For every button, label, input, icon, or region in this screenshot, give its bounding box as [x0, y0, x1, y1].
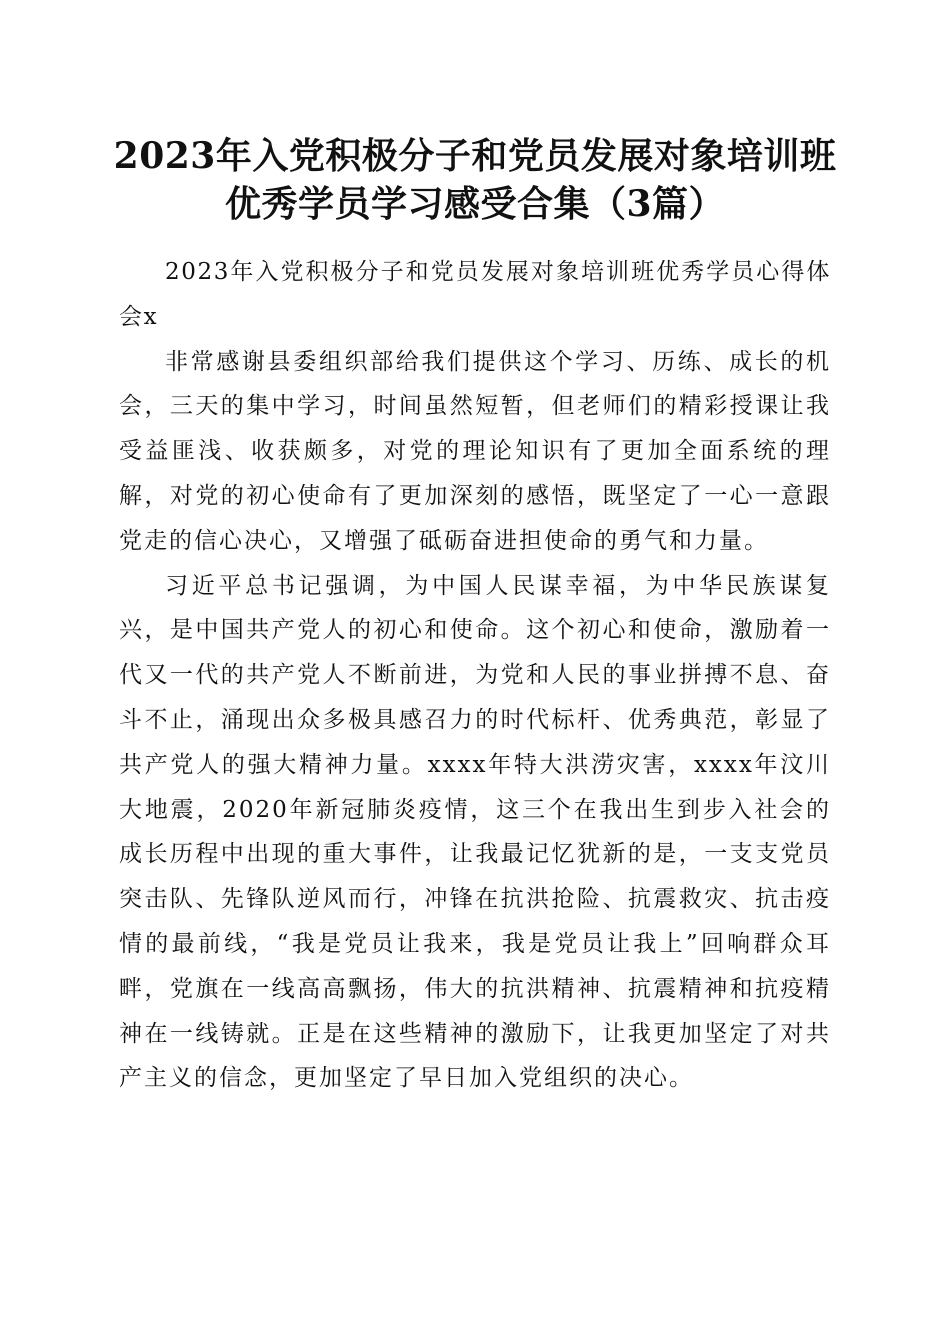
document-body: [119, 250, 831, 1101]
paragraph-subtitle: 2023年入党积极分子和党员发展对象培训班优秀学员心得体会x: [119, 259, 831, 330]
title-line-2: 优秀学员学习感受合集（3篇）: [224, 183, 726, 225]
title-line-1: 2023年入党积极分子和党员发展对象培训班: [113, 135, 837, 177]
paragraph: 习近平总书记强调，为中国人民谋幸福，为中华民族谋复兴，是中国共产党人的初心和使命。这个初心和使命，激励着一代又一代的共产党人不断前进，为党和人民的事业拼搏不息、奋斗不止，涌现出众多极具感召力的时代标杆、优秀典范，彰显了共产党人的强大精神力量。xxxx年特大洪涝灾害，xxxx年汶川大地震，2020年新冠肺炎疫情，这三个在我出生到步入社会的成长历程中出现的重大事件，让我最记忆犹新的是，一支支党员突击队、先锋队逆风而行，冲锋在抗洪抢险、抗震救灾、抗击疫情的最前线，“我是党员让我来，我是党员让我上”回响群众耳畔，党旗在一线高高飘扬，伟大的抗洪精神、抗震精神和抗疫精神在一线铸就。正是在这些精神的激励下，让我更加坚定了对共产主义的信念，更加坚定了早日加入党组织的决心。: [119, 572, 831, 1092]
paragraph: 非常感谢县委组织部给我们提供这个学习、历练、成长的机会，三天的集中学习，时间虽然短暂，但老师们的精彩授课让我受益匪浅、收获颇多，对党的理论知识有了更加全面系统的理解，对党的初心使命有了更加深刻的感悟，既坚定了一心一意跟党走的信心决心，又增强了砥砺奋进担使命的勇气和力量。: [119, 348, 831, 554]
document-title: [80, 132, 870, 228]
